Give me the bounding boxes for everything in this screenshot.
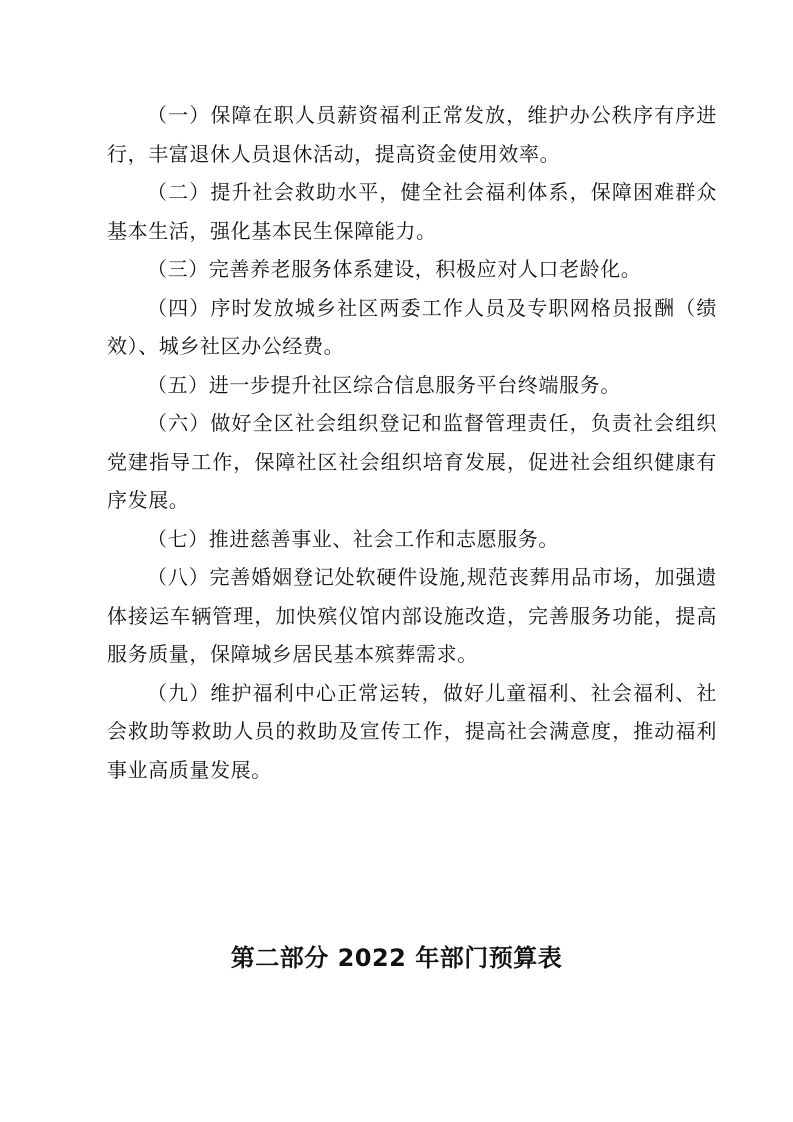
paragraph-2: （二）提升社会救助水平，健全社会福利体系，保障困难群众基本生活，强化基本民生保障能力。 [107, 180, 717, 243]
paragraph-4: （四）序时发放城乡社区两委工作人员及专职网格员报酬（绩效）、城乡社区办公经费。 [107, 295, 717, 358]
paragraph-1: （一）保障在职人员薪资福利正常发放，维护办公秩序有序进行，丰富退休人员退休活动，提高资金使用效率。 [107, 103, 717, 166]
paragraph-9: （九）维护福利中心正常运转，做好儿童福利、社会福利、社会救助等救助人员的救助及宣传工作，提高社会满意度，推动福利事业高质量发展。 [107, 680, 717, 782]
paragraph-6: （六）做好全区社会组织登记和监督管理责任，负责社会组织党建指导工作，保障社区社会组织培育发展，促进社会组织健康有序发展。 [107, 411, 717, 512]
section-title: 第二部分 2022 年部门预算表 [230, 944, 563, 972]
body-text [107, 96, 717, 789]
paragraph-3: （三）完善养老服务体系建设，积极应对人口老龄化。 [147, 257, 642, 281]
paragraph-8: （八）完善婚姻登记处软硬件设施,规范丧葬用品市场，加强遗体接运车辆管理，加快殡仪馆内部设施改造，完善服务功能，提高服务质量，保障城乡居民基本殡葬需求。 [107, 565, 717, 666]
paragraph-7: （七）推进慈善事业、社会工作和志愿服务。 [147, 526, 559, 551]
paragraph-5: （五）进一步提升社区综合信息服务平台终端服务。 [147, 372, 621, 397]
